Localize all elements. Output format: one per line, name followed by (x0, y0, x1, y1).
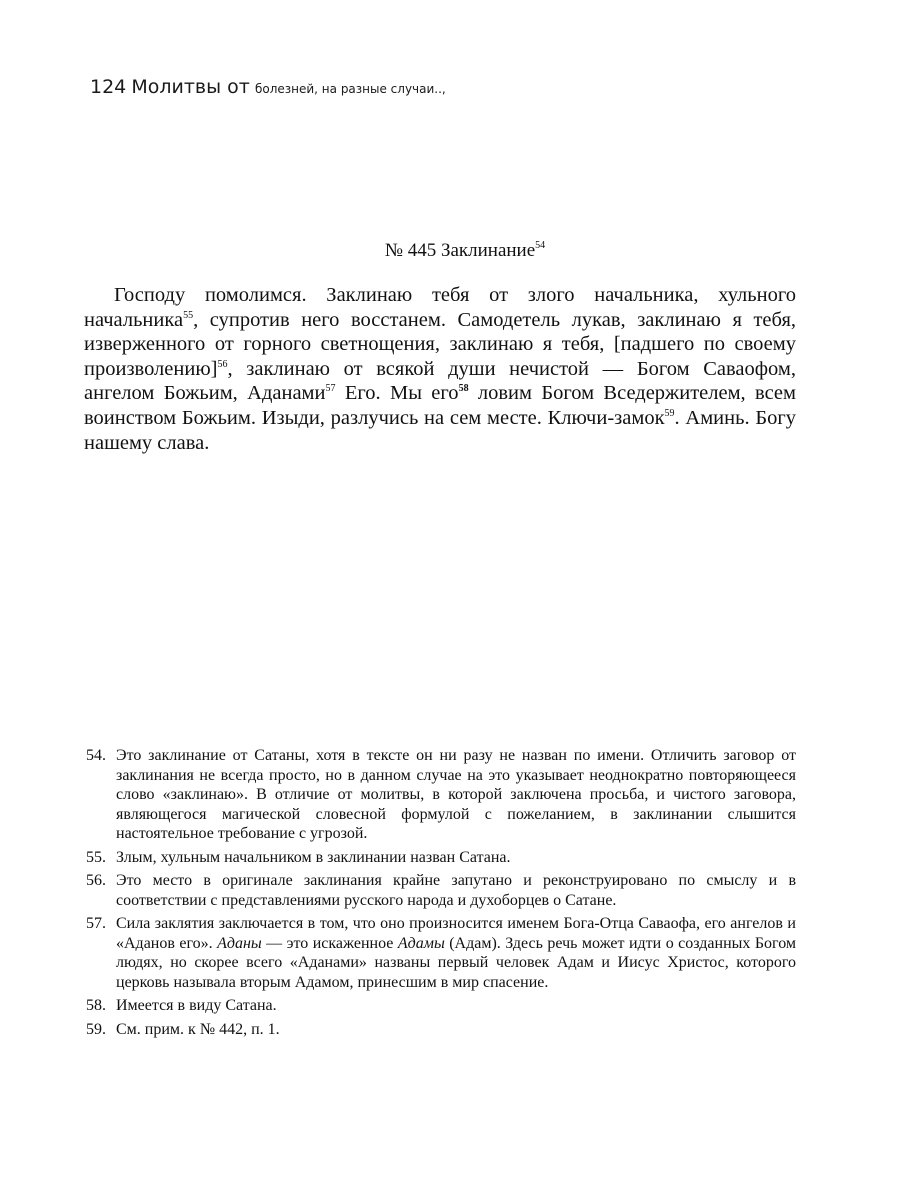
footnote-ref[interactable]: 59 (664, 407, 675, 419)
footnote-56 (86, 871, 796, 910)
footnote-number: 55. (86, 848, 106, 866)
footnote-ref[interactable]: 55 (183, 309, 194, 321)
footnote-text: Имеется в виду Сатана. (116, 997, 277, 1014)
section-title-text: № 445 Заклинание (384, 240, 536, 261)
footnote-number: 54. (86, 747, 106, 764)
footnotes-list (86, 746, 796, 1043)
incantation-text (84, 283, 796, 455)
footnote-55 (86, 848, 796, 868)
text-run: , супротив него восстанем. Самодетель лукав, заклинаю я тебя, изверженного от горного светнощения, заклинаю я тебя, [падшего по своему произволению] (84, 308, 796, 380)
text-run: ловим Богом Вседержителем, всем воинством Божьим. Изыди, разлучись на сем месте. Ключи-замок (84, 382, 796, 429)
footnote-ref[interactable]: 56 (217, 358, 228, 370)
footnote-italic: Адамы (397, 934, 445, 952)
footnote-text: Это заклинание от Сатаны, хотя в тексте он ни разу не назван по имени. Отличить заговор от заклинания не всегда просто, но в данном случае на это указывает неоднократно повторяющееся слово «заклинаю». В отличие от молитвы, в которой заключена просьба, и чистого заговора, являющегося магической словесной формулой с пожеланием, в заклинании слышится настоятельное требование с угрозой. (116, 747, 796, 842)
footnote-italic: Аданы (217, 934, 262, 952)
footnote-text: Это место в оригинале заклинания крайне запутано и реконструировано по смыслу и в соответствии с представлениями русского народа и духоборцев о Сатане. (116, 872, 796, 909)
footnote-text: (Адам). Здесь речь может идти о созданных Богом людях, но скорее всего «Аданами» названы первый человек Адам и Иисус Христос, которого церковь называла вторым Адамом, принесшим в мир спасение. (116, 934, 797, 991)
section-title (0, 240, 900, 262)
text-run: , заклинаю от всякой души нечистой — Богом Саваофом, ангелом Божьим, Аданами (84, 357, 796, 405)
text-run: Его. Мы его (335, 382, 459, 405)
footnote-54 (86, 746, 796, 844)
text-run: Господу помолимся. Заклинаю тебя от злого начальника, хульного начальника (84, 284, 796, 331)
text-run: . Аминь. Богу нашему слава. (84, 406, 796, 454)
footnote-ref[interactable]: 54 (535, 240, 546, 251)
page-number: 124 (90, 76, 127, 98)
footnote-58 (86, 996, 796, 1016)
header-title-large: Молитвы от (131, 76, 250, 98)
footnote-number: 57. (86, 915, 106, 932)
footnote-text: — это искаженное (261, 934, 398, 952)
footnote-ref[interactable]: 57 (325, 383, 336, 395)
footnote-number: 59. (86, 1020, 106, 1038)
footnote-59 (86, 1020, 796, 1040)
footnote-text: См. прим. к № 442, п. 1. (116, 1020, 280, 1038)
footnote-number: 58. (86, 997, 106, 1014)
footnote-ref[interactable]: 58 (458, 383, 469, 395)
running-header (90, 76, 446, 98)
footnote-number: 56. (86, 872, 106, 889)
footnote-57 (86, 914, 796, 992)
footnote-text: Сила заклятия заключается в том, что оно произносится именем Бога-Отца Саваофа, его ангелов и «Аданов его». (116, 915, 796, 952)
footnote-text: Злым, хульным начальником в заклинании назван Сатана. (116, 848, 511, 866)
header-title-small: болезней, на разные случаи.., (254, 82, 446, 96)
